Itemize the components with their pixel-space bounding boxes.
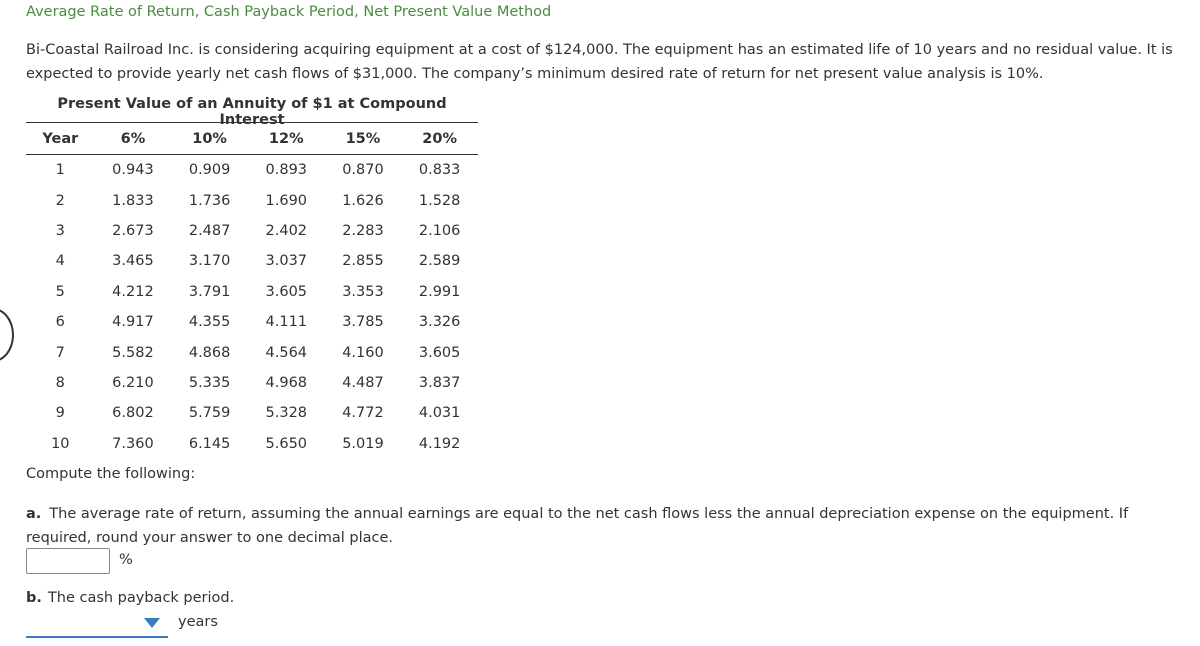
cell-year: 5	[55, 283, 65, 300]
percent-unit: %	[119, 552, 133, 568]
cell-year: 8	[55, 374, 65, 391]
cell-rate-6: 6.210	[112, 374, 154, 391]
cell-rate-15: 3.785	[342, 314, 384, 331]
cell-rate-15: 3.353	[342, 283, 384, 300]
header-12: 12%	[248, 123, 325, 155]
cell-rate-6: 6.802	[112, 405, 154, 422]
cell-rate-6: 0.943	[112, 162, 154, 179]
table-row	[26, 277, 478, 307]
header-6: 6%	[95, 123, 172, 155]
cell-rate-10: 5.335	[188, 374, 231, 391]
cell-rate-10: 6.145	[188, 435, 231, 452]
cell-rate-12: 0.893	[265, 162, 308, 179]
cell-rate-6: 2.673	[112, 222, 154, 239]
header-10: 10%	[171, 123, 248, 155]
question-b-letter: b.	[26, 590, 42, 606]
cell-rate-6: 7.360	[112, 435, 154, 452]
cell-rate-6: 4.917	[112, 314, 154, 331]
question-a-text: The average rate of return, assuming the annual earnings are equal to the net cash flows less the annual depreciation expense on the equipment. If required, round your answer to one decimal place.	[26, 506, 1129, 546]
cell-rate-10: 1.736	[188, 192, 231, 209]
cell-rate-20: 4.031	[418, 405, 461, 422]
header-20: 20%	[401, 123, 478, 155]
cursor-circle-icon	[0, 308, 14, 362]
problem-statement: Bi-Coastal Railroad Inc. is considering acquiring equipment at a cost of $124,000. The equipment has an estimated life of 10 years and no residual value. It is expected to provide yearly net cash flows of $31,000. The company’s minimum desired rate of return for net present value analysis is 10%.	[26, 42, 1173, 82]
table-caption: Present Value of an Annuity of $1 at Compound Interest	[57, 96, 447, 128]
cell-rate-20: 2.991	[418, 283, 461, 300]
table-header-row	[26, 123, 478, 155]
table-row	[26, 337, 478, 367]
dropdown-arrow-icon	[144, 618, 160, 628]
cell-rate-12: 3.037	[265, 253, 308, 270]
page-title: Average Rate of Return, Cash Payback Period, Net Present Value Method	[26, 4, 552, 20]
cell-rate-6: 5.582	[112, 344, 154, 361]
header-year: Year	[26, 123, 95, 155]
payback-period-select[interactable]	[26, 612, 168, 638]
cell-rate-12: 4.564	[265, 344, 308, 361]
cell-year: 2	[55, 192, 65, 209]
table-row	[26, 246, 478, 276]
cell-rate-15: 1.626	[342, 192, 384, 209]
question-b-text: The cash payback period.	[47, 590, 235, 606]
cell-rate-15: 4.160	[342, 344, 384, 361]
table-row	[26, 307, 478, 337]
cell-rate-15: 4.487	[342, 374, 384, 391]
cell-rate-10: 3.170	[188, 253, 231, 270]
cell-rate-12: 4.111	[265, 314, 308, 331]
cell-rate-20: 4.192	[418, 435, 461, 452]
question-a-letter: a.	[26, 506, 42, 522]
cell-rate-12: 1.690	[265, 192, 308, 209]
cell-rate-20: 3.605	[418, 344, 461, 361]
cell-rate-12: 3.605	[265, 283, 308, 300]
cell-rate-20: 1.528	[418, 192, 461, 209]
cell-year: 3	[55, 222, 65, 239]
average-rate-input[interactable]	[26, 548, 110, 574]
table-body	[26, 155, 478, 459]
cell-rate-20: 3.326	[418, 314, 461, 331]
cell-rate-15: 2.283	[342, 222, 384, 239]
cell-rate-6: 1.833	[112, 192, 154, 209]
cell-year: 10	[51, 435, 70, 452]
cell-rate-6: 3.465	[112, 253, 154, 270]
cell-rate-15: 0.870	[342, 162, 384, 179]
cell-year: 9	[55, 405, 65, 422]
present-value-table	[26, 122, 478, 459]
table-row	[26, 216, 478, 246]
cell-year: 7	[55, 344, 65, 361]
cell-rate-12: 5.328	[265, 405, 308, 422]
cell-rate-20: 2.106	[418, 222, 461, 239]
table-row	[26, 185, 478, 215]
cell-rate-20: 0.833	[418, 162, 461, 179]
cell-rate-10: 3.791	[188, 283, 231, 300]
cell-rate-10: 5.759	[188, 405, 231, 422]
cell-rate-10: 2.487	[188, 222, 231, 239]
cell-rate-15: 4.772	[342, 405, 384, 422]
table-row	[26, 155, 478, 186]
cell-year: 4	[55, 253, 65, 270]
cell-rate-10: 4.868	[188, 344, 231, 361]
header-15: 15%	[325, 123, 402, 155]
cell-rate-12: 4.968	[265, 374, 308, 391]
cell-rate-20: 2.589	[418, 253, 461, 270]
cell-rate-6: 4.212	[112, 283, 154, 300]
cell-rate-15: 2.855	[342, 253, 384, 270]
question-a	[26, 502, 1196, 550]
cell-rate-12: 5.650	[265, 435, 308, 452]
years-unit: years	[178, 614, 218, 630]
cell-rate-15: 5.019	[342, 435, 384, 452]
cell-year: 1	[55, 162, 65, 179]
table-row	[26, 429, 478, 459]
cell-rate-12: 2.402	[265, 222, 308, 239]
cell-year: 6	[55, 314, 65, 331]
cell-rate-10: 0.909	[188, 162, 231, 179]
compute-label: Compute the following:	[26, 466, 196, 482]
question-b	[26, 590, 234, 606]
table-row	[26, 368, 478, 398]
cell-rate-20: 3.837	[418, 374, 461, 391]
cell-rate-10: 4.355	[188, 314, 231, 331]
table-row	[26, 398, 478, 428]
